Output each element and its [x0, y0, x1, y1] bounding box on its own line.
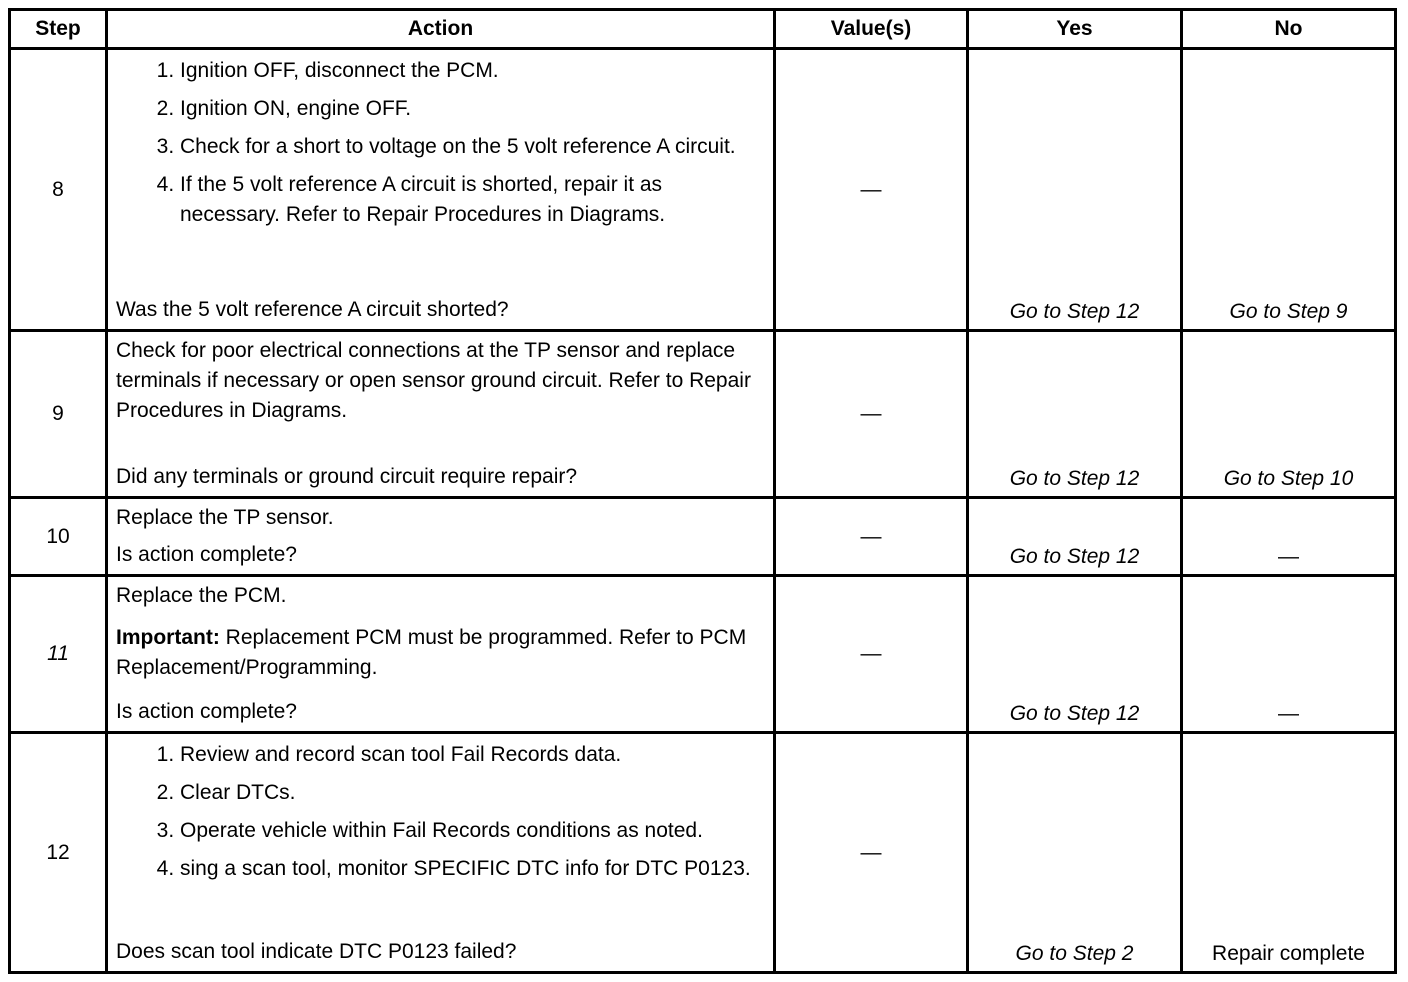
header-values: Value(s) [776, 11, 969, 47]
no-cell: Go to Step 9 [1229, 300, 1348, 323]
table-row-step-10 [11, 496, 1394, 574]
action-question: Is action complete? [116, 700, 297, 723]
header-action: Action [108, 11, 776, 47]
action-text: Replace the TP sensor. [116, 506, 334, 529]
step-number: 11 [11, 577, 108, 731]
action-item: 1. Ignition OFF, disconnect the PCM. [180, 56, 767, 86]
action-cell [108, 577, 776, 731]
step-number: 8 [11, 50, 108, 329]
action-item: 1. Review and record scan tool Fail Records data. [180, 740, 767, 770]
action-text: Replace the PCM. [116, 584, 287, 607]
action-text: Check for poor electrical connections at the TP sensor and replace terminals if necessary or open sensor ground circuit. Refer to Repair Procedures in Diagrams. [116, 339, 751, 422]
action-item: 2. Clear DTCs. [180, 778, 767, 808]
yes-cell: Go to Step 12 [969, 332, 1183, 496]
no-cell: Repair complete [1212, 942, 1365, 965]
yes-cell: Go to Step 2 [969, 734, 1183, 971]
diagnostic-table [8, 8, 1397, 974]
header-step: Step [11, 11, 108, 47]
value-cell: — [776, 577, 969, 731]
action-question: Is action complete? [116, 543, 297, 566]
action-cell [108, 499, 776, 574]
important-note [116, 623, 767, 683]
step-number: 9 [11, 332, 108, 496]
yes-cell: Go to Step 12 [969, 577, 1183, 731]
action-cell [108, 50, 776, 329]
table-row-step-11 [11, 574, 1394, 731]
step-number: 12 [11, 734, 108, 971]
table-row-step-9 [11, 329, 1394, 496]
no-cell: Go to Step 10 [1223, 467, 1354, 490]
action-item: 4. sing a scan tool, monitor SPECIFIC DTC info for DTC P0123. [180, 854, 767, 884]
action-question: Did any terminals or ground circuit require repair? [116, 465, 578, 488]
action-item: 3. Check for a short to voltage on the 5 volt reference A circuit. [180, 132, 767, 162]
important-text: Replacement PCM must be programmed. Refer to PCM Replacement/Programming. [116, 626, 747, 679]
yes-cell: Go to Step 12 [969, 50, 1183, 329]
step-number: 10 [11, 499, 108, 574]
table-row-step-8 [11, 50, 1394, 329]
table-header-row [11, 11, 1394, 50]
value-cell: — [776, 734, 969, 971]
action-item: 2. Ignition ON, engine OFF. [180, 94, 767, 124]
action-item: 4. If the 5 volt reference A circuit is shorted, repair it as necessary. Refer to Repair Procedures in Diagrams. [180, 170, 767, 230]
header-no: No [1274, 17, 1303, 40]
value-cell: — [776, 50, 969, 329]
yes-cell: Go to Step 12 [969, 499, 1183, 574]
action-item: 3. Operate vehicle within Fail Records conditions as noted. [180, 816, 767, 846]
no-cell: — [1278, 545, 1299, 568]
no-cell: — [1278, 702, 1299, 725]
value-cell: — [776, 332, 969, 496]
header-yes: Yes [969, 11, 1183, 47]
important-label: Important: [116, 626, 220, 649]
value-cell: — [776, 499, 969, 574]
action-cell [108, 332, 776, 496]
table-row-step-12 [11, 731, 1394, 971]
action-cell [108, 734, 776, 971]
action-question: Does scan tool indicate DTC P0123 failed? [116, 940, 517, 963]
action-question: Was the 5 volt reference A circuit shorted? [116, 298, 509, 321]
